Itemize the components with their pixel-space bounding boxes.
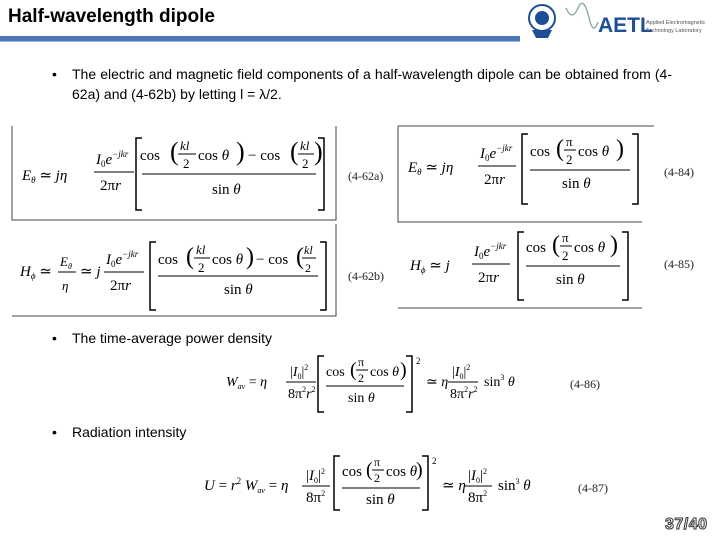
svg-text:): ) [246, 244, 254, 270]
svg-text:sin θ: sin θ [348, 391, 375, 406]
svg-text:Technology Laboratory: Technology Laboratory [646, 28, 702, 34]
svg-text:): ) [236, 137, 245, 166]
svg-text:− cos: − cos [248, 148, 281, 164]
svg-text:8π2: $8\pi^2$ [468, 489, 488, 506]
svg-text:2: 2 [432, 456, 437, 466]
svg-text:cos: cos [140, 148, 160, 164]
svg-text:π: π [566, 134, 573, 149]
svg-text:cos: cos [526, 240, 546, 256]
svg-text:kl: kl [300, 138, 310, 153]
svg-text:2: 2 [416, 356, 421, 366]
eq-label-4-85: (4-85) [664, 257, 694, 271]
svg-text:): ) [616, 136, 624, 162]
svg-text:I0e−jkr: $I_0e^{-jkr}$ [480, 143, 513, 163]
svg-text:2: 2 [198, 260, 205, 275]
svg-text:8π2r2: $8\pi^2r^2$ [288, 385, 316, 402]
equation-4-86 [220, 348, 620, 416]
svg-text:kl: kl [196, 242, 206, 257]
radiation-intensity-text: Radiation intensity [72, 424, 187, 440]
intro-text: The electric and magnetic field components of a half-wavelength dipole can be obtained from (4-62a) and (4-62b) by letting l = λ/2. [72, 66, 672, 102]
svg-text:≃ η: ≃ η [442, 478, 466, 494]
svg-text:π: π [374, 455, 381, 469]
svg-text:sin θ: sin θ [366, 492, 395, 508]
svg-text:sin θ: sin θ [224, 282, 253, 298]
svg-text:(: ( [556, 136, 564, 162]
power-density-text: The time-average power density [72, 330, 272, 346]
svg-text:2πr: 2πr [100, 178, 121, 194]
svg-text:): ) [416, 459, 423, 481]
svg-text:Hϕ ≃: $H_\phi$ ≃ [20, 264, 52, 281]
bullet-dot-icon: • [52, 424, 57, 440]
svg-text:|I0|2: $|I_0|^2$ [452, 363, 471, 381]
eq-label-4-84: (4-84) [664, 165, 694, 179]
svg-text:Hϕ ≃ j: $H_\phi$ ≃ j [410, 258, 450, 275]
svg-text:I0e−jkr: $I_0e^{-jkr}$ [474, 241, 507, 261]
equations-left [10, 124, 390, 320]
svg-text:|I0|2: $|I_0|^2$ [306, 467, 326, 485]
svg-text:cos: cos [158, 252, 178, 268]
bullet-dot-icon: • [52, 66, 57, 82]
svg-text:cos θ: cos θ [386, 464, 418, 480]
equation-4-62a [21, 137, 324, 210]
page-number: 37/40 [665, 516, 708, 533]
svg-text:sin θ: sin θ [556, 272, 585, 288]
svg-text:2: 2 [305, 261, 311, 275]
equation-4-87 [200, 450, 640, 512]
svg-text:Eθ ≃ jη: $E_\theta$ ≃ jη [22, 168, 68, 185]
svg-text:): ) [314, 137, 323, 166]
svg-text:Wav = η: $W_{av} = \eta$ [226, 375, 268, 391]
equations-right [396, 124, 712, 316]
svg-text:(: ( [552, 232, 560, 258]
svg-text:cos θ: cos θ [574, 240, 606, 256]
svg-text:(: ( [296, 244, 304, 270]
svg-text:sin θ: sin θ [212, 182, 241, 198]
svg-text:8π2r2: $8\pi^2r^2$ [450, 385, 478, 402]
svg-text:): ) [400, 359, 407, 381]
equation-4-85 [409, 230, 628, 300]
eq-label-4-87: (4-87) [578, 481, 608, 495]
svg-text:η: η [62, 278, 69, 293]
svg-text:(: ( [170, 137, 179, 166]
svg-text:|I0|2: $|I_0|^2$ [290, 363, 309, 381]
svg-text:≃ η: ≃ η [426, 375, 449, 390]
svg-text:cos: cos [342, 464, 362, 480]
svg-text:π: π [562, 230, 569, 245]
svg-text:kl: kl [180, 138, 190, 153]
svg-text:AETL: AETL [598, 14, 653, 37]
svg-text:(: ( [186, 244, 194, 270]
svg-text:2: 2 [566, 152, 573, 167]
svg-text:(: ( [366, 459, 373, 481]
svg-text:cos θ: cos θ [370, 365, 400, 380]
svg-text:− cos: − cos [256, 252, 289, 268]
svg-text:sin3 θ: $\sin^3 \theta$ [498, 477, 531, 494]
svg-text:2: 2 [562, 248, 569, 263]
svg-text:2: 2 [302, 156, 309, 171]
lab-logo [522, 0, 720, 44]
title-rule-accent [0, 41, 520, 42]
eq-label-4-86: (4-86) [570, 377, 600, 391]
svg-text:I0e−jkr: $I_0e^{-jkr}$ [96, 149, 129, 169]
bullet-dot-icon: • [52, 330, 57, 346]
svg-text:cos θ: cos θ [212, 252, 244, 268]
svg-text:(: ( [350, 359, 357, 381]
svg-text:cos: cos [530, 144, 550, 160]
svg-text:I0e−jkr: $I_0e^{-jkr}$ [106, 249, 139, 269]
svg-text:sin θ: sin θ [562, 176, 591, 192]
svg-text:Eθ: $E_\theta$ [60, 254, 72, 271]
svg-text:≃ j: ≃ j [80, 264, 101, 280]
wave-icon [566, 3, 598, 28]
svg-text:Eθ ≃ jη: $E_\theta$ ≃ jη [408, 160, 454, 177]
svg-text:U = r2 Wav = η: $U = r^2$ $W_{av} = \eta$ [204, 476, 289, 495]
svg-text:2: 2 [183, 156, 190, 171]
svg-text:2πr: 2πr [478, 270, 499, 286]
slide-title: Half-wavelength dipole [8, 6, 215, 27]
svg-text:kl: kl [304, 243, 313, 257]
svg-text:π: π [358, 355, 365, 369]
svg-text:2πr: 2πr [484, 172, 505, 188]
university-emblem-icon [529, 5, 555, 38]
svg-text:Applied Electromagnetic: Applied Electromagnetic [646, 20, 706, 26]
svg-text:cos θ: cos θ [578, 144, 610, 160]
svg-text:2: 2 [374, 471, 380, 485]
svg-text:(: ( [290, 137, 299, 166]
svg-text:8π2: $8\pi^2$ [306, 489, 326, 506]
equation-4-62b [19, 242, 326, 310]
svg-text:cos θ: cos θ [198, 148, 230, 164]
logo-area [522, 0, 720, 44]
eq-label-4-62b: (4-62b) [348, 269, 384, 283]
svg-text:2: 2 [358, 371, 364, 385]
svg-text:cos: cos [326, 365, 345, 380]
svg-text:): ) [610, 232, 618, 258]
eq-label-4-62a: (4-62a) [348, 169, 384, 183]
svg-text:sin3 θ: $\sin^3 \theta$ [484, 373, 515, 390]
svg-text:|I0|2: $|I_0|^2$ [468, 467, 488, 485]
svg-text:2πr: 2πr [110, 278, 131, 294]
equation-4-84 [407, 134, 638, 204]
